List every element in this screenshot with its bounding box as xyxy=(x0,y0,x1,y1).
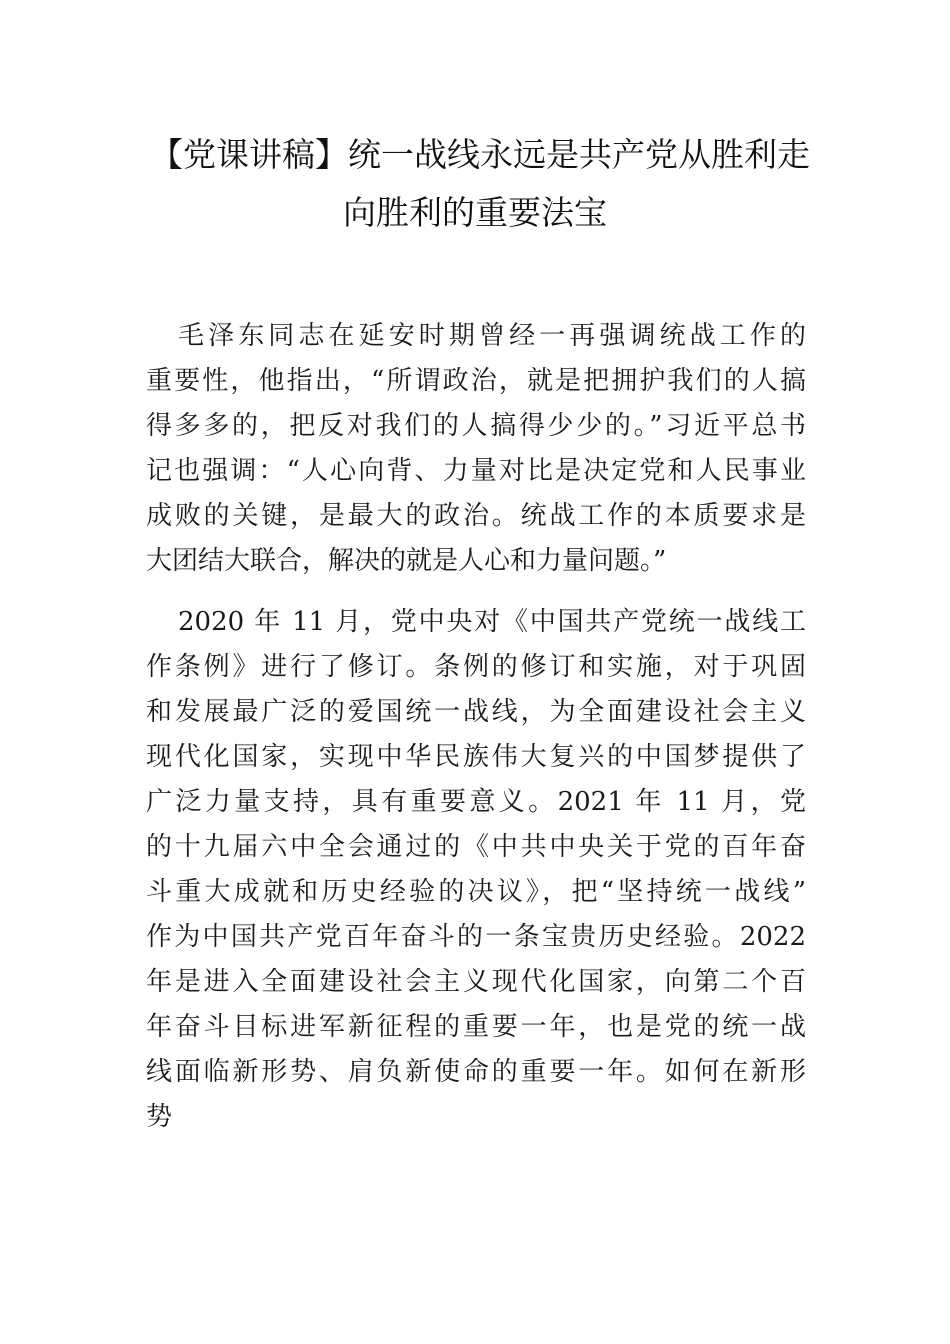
paragraph-line: 作为中国共产党百年奋斗的一条宝贵历史经验。2022 xyxy=(146,922,806,952)
title-line-1: 【党课讲稿】统一战线永远是共产党从胜利走 xyxy=(150,135,810,174)
paragraph-line: 重要性，他指出，“所谓政治，就是把拥护我们的人搞 xyxy=(146,366,806,396)
paragraph-line: 斗重大成就和历史经验的决议》，把“坚持统一战线” xyxy=(146,877,806,907)
document-title xyxy=(150,126,810,242)
paragraph-line: 的十九届六中全会通过的《中共中央关于党的百年奋 xyxy=(146,832,806,862)
paragraph-line: 线面临新形势、肩负新使命的重要一年。如何在新形 xyxy=(146,1057,806,1087)
paragraph-line: 年是进入全面建设社会主义现代化国家，向第二个百 xyxy=(146,967,806,997)
paragraph-line: 记也强调：“人心向背、力量对比是决定党和人民事业 xyxy=(146,456,806,486)
paragraph-line: 现代化国家，实现中华民族伟大复兴的中国梦提供了 xyxy=(146,742,806,772)
paragraph-line: 得多多的，把反对我们的人搞得少少的。”习近平总书 xyxy=(146,411,806,441)
paragraph-line: 毛泽东同志在延安时期曾经一再强调统战工作的 xyxy=(178,321,806,351)
title-line-2: 向胜利的重要法宝 xyxy=(343,193,607,232)
paragraph-line: 成败的关键，是最大的政治。统战工作的本质要求是 xyxy=(146,501,806,531)
paragraph-line: 作条例》进行了修订。条例的修订和实施，对于巩固 xyxy=(146,652,806,682)
paragraph-1 xyxy=(146,314,806,584)
paragraph-2 xyxy=(146,600,806,1140)
paragraph-line: 年奋斗目标进军新征程的重要一年，也是党的统一战 xyxy=(146,1012,806,1042)
paragraph-line: 和发展最广泛的爱国统一战线，为全面建设社会主义 xyxy=(146,697,806,727)
paragraph-line: 2020 年 11 月，党中央对《中国共产党统一战线工 xyxy=(178,607,806,637)
paragraph-line: 大团结大联合，解决的就是人心和力量问题。” xyxy=(146,546,667,576)
paragraph-line: 广泛力量支持，具有重要意义。2021 年 11 月，党 xyxy=(146,787,806,817)
paragraph-line: 势 xyxy=(146,1102,173,1132)
